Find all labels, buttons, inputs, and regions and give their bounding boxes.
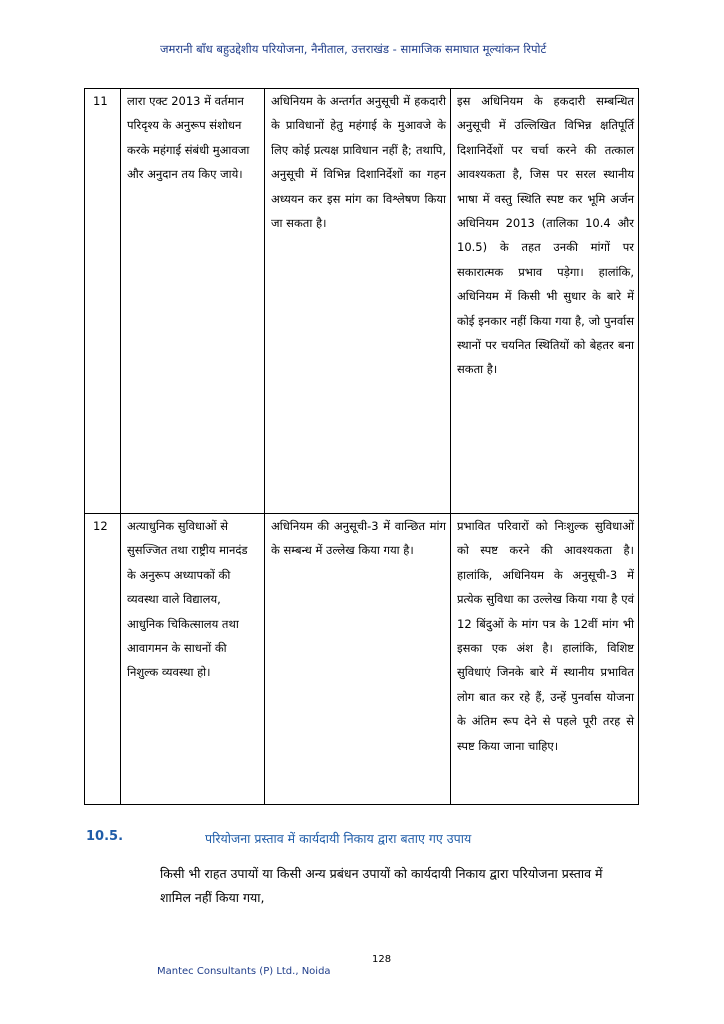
comments-table [84, 88, 639, 805]
table-row [85, 89, 639, 514]
demand-cell: अत्याधुनिक सुविधाओं से सुसज्जित तथा राष्ट्रीय मानदंड के अनुरूप अध्यापकों की व्यवस्था वाले विद्यालय, आधुनिक चिकित्सालय तथा आवागमन के साधनों की निशुल्क व्यवस्था हो। [121, 514, 265, 805]
provision-cell: अधिनियम की अनुसूची-3 में वान्छित मांग के सम्बन्ध में उल्लेख किया गया है। [265, 514, 451, 805]
section-number: 10.5. [86, 829, 124, 844]
page-footer: Mantec Consultants (P) Ltd., Noida [157, 966, 331, 977]
comment-cell: इस अधिनियम के हकदारी सम्बन्धित अनुसूची में उल्लिखित विभिन्न क्षतिपूर्ति दिशानिर्देशों पर चर्चा करने की तत्काल आवश्यकता है, जिस पर सरल स्थानीय भाषा में वस्तु स्थिति स्पष्ट कर भूमि अर्जन अधिनियम 2013 (तालिका 10.4 और 10.5) के तहत उनकी मांगों पर सकारात्मक प्रभाव पड़ेगा। हालांकि, अधिनियम में किसी भी सुधार के बारे में कोई इनकार नहीं किया गया है, जो पुनर्वास स्थानों पर चयनित स्थितियों को बेहतर बना सकता है। [451, 89, 639, 514]
row-number: 12 [85, 514, 121, 805]
section-title: परियोजना प्रस्ताव में कार्यदायी निकाय द्वारा बताए गए उपाय [205, 831, 472, 846]
page-header: जमरानी बाँध बहुउद्देशीय परियोजना, नैनीताल, उत्तराखंड - सामाजिक समाघात मूल्यांकन रिपोर्ट [160, 42, 547, 56]
demand-cell: लारा एक्ट 2013 में वर्तमान परिदृश्य के अनुरूप संशोधन करके महंगाई संबंधी मुआवजा और अनुदान तय किए जाये। [121, 89, 265, 514]
row-number: 11 [85, 89, 121, 514]
section-paragraph: किसी भी राहत उपायों या किसी अन्य प्रबंधन उपायों को कार्यदायी निकाय द्वारा परियोजना प्रस्ताव में शामिल नहीं किया गया, [160, 866, 603, 905]
table-row [85, 514, 639, 805]
comment-cell: प्रभावित परिवारों को निःशुल्क सुविधाओं को स्पष्ट करने की आवश्यकता है। हालांकि, अधिनियम के अनुसूची-3 में प्रत्येक सुविधा का उल्लेख किया गया है एवं 12 बिंदुओं के मांग पत्र के 12वीं मांग भी इसका एक अंश है। हालांकि, विशिष्ट सुविधाएं जिनके बारे में स्थानीय प्रभावित लोग बात कर रहे हैं, उन्हें पुनर्वास योजना के अंतिम रूप देने से पहले पूरी तरह से स्पष्ट किया जाना चाहिए। [451, 514, 639, 805]
page-number: 128 [372, 954, 392, 965]
provision-cell: अधिनियम के अन्तर्गत अनुसूची में हकदारी के प्राविधानों हेतु महंगाई के मुआवजे के लिए कोई प्रत्यक्ष प्राविधान नहीं है; तथापि, अनुसूची में विभिन्न दिशानिर्देशों का गहन अध्ययन कर इस मांग का विश्लेषण किया जा सकता है। [265, 89, 451, 514]
